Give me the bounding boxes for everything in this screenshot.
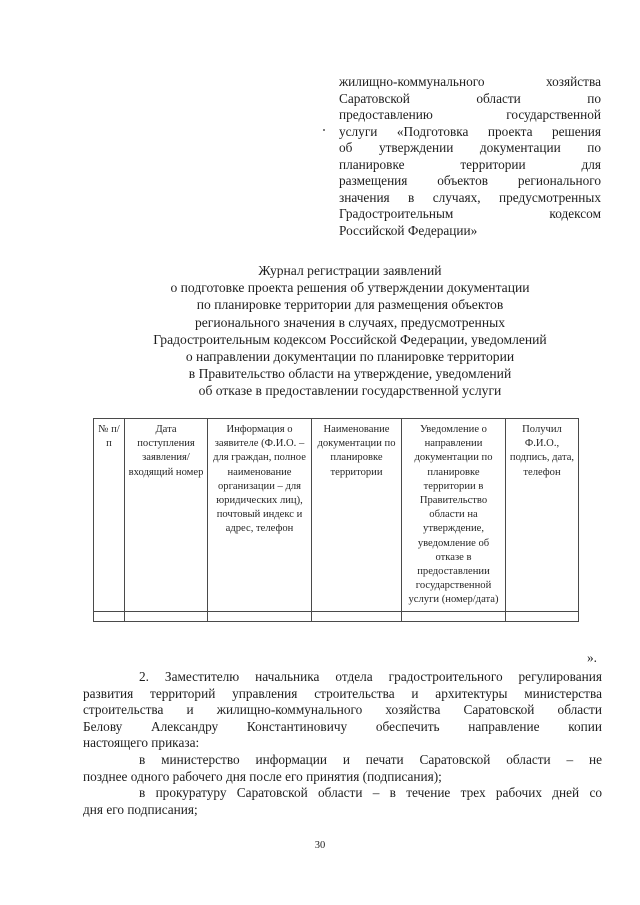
scan-speck: [323, 129, 325, 131]
journal-table: [93, 418, 579, 622]
annex-line: размещения объектов регионального: [339, 173, 601, 188]
body-line: развития территорий управления строительства и архитектуры министерства: [83, 685, 602, 701]
col-header-date: Дата поступления заявления/ входящий номер: [125, 419, 208, 612]
table-cell: [125, 611, 208, 621]
annex-line: услуги «Подготовка проекта решения: [339, 123, 601, 139]
annex-line: Российской Федерации»: [339, 222, 478, 238]
title-line: о направлении документации по планировке территории: [185, 348, 515, 364]
col-header-applicant: Информация о заявителе (Ф.И.О. – для граждан, полное наименование организации – для юридических лиц), почтовый индекс и адрес, телефон: [208, 419, 312, 612]
col-header-documentation: Наименование документации по планировке территории: [312, 419, 402, 612]
body-line: в министерство информации и печати Саратовской области – не: [139, 751, 602, 767]
annex-line: Саратовской области по: [339, 90, 601, 106]
annex-line: значения в случаях, предусмотренных: [339, 189, 601, 205]
annex-line: жилищно-коммунального хозяйства: [339, 74, 601, 89]
body-line: дня его подписания;: [83, 801, 198, 817]
body-line: настоящего приказа:: [83, 735, 200, 751]
table-cell: [312, 611, 402, 621]
col-header-notification: Уведомление о направлении документации по планировке территории в Правительство области на утверждение, уведомление об отказе в предоставлении государственной услуги (номер/дата): [402, 419, 506, 612]
table-cell: [208, 611, 312, 621]
table-cell: [402, 611, 506, 621]
closing-mark: ».: [587, 650, 597, 665]
title-line: Градостроительным кодексом Российской Федерации, уведомлений: [153, 331, 547, 347]
body-text: [83, 669, 602, 818]
title-line: в Правительство области на утверждение, уведомлений: [188, 366, 512, 382]
annex-line: планировке территории для: [339, 156, 601, 172]
table-header-row: [94, 419, 579, 612]
page-number: 30: [314, 840, 326, 851]
body-line: строительства и жилищно-коммунального хозяйства Саратовской области: [83, 702, 602, 718]
title-line: по планировке территории для размещения объектов: [196, 297, 504, 313]
body-line: 2. Заместителю начальника отдела градостроительного регулирования: [139, 669, 602, 684]
annex-line: об утверждении документации по: [339, 140, 601, 155]
body-line: Белову Александру Константиновичу обеспечить направление копии: [83, 718, 602, 734]
title-line: о подготовке проекта решения об утверждении документации: [170, 280, 530, 296]
annex-header: [339, 74, 601, 239]
table-cell: [506, 611, 579, 621]
journal-title: [95, 262, 605, 400]
col-header-received: Получил Ф.И.О., подпись, дата, телефон: [506, 419, 579, 612]
title-line: регионального значения в случаях, предусмотренных: [194, 314, 506, 330]
body-line: в прокуратуру Саратовской области – в течение трех рабочих дней со: [139, 785, 602, 801]
table-cell: [94, 611, 125, 621]
annex-line: предоставлению государственной: [339, 107, 601, 122]
annex-line: Градостроительным кодексом: [339, 206, 601, 221]
body-line: позднее одного рабочего дня после его принятия (подписания);: [83, 768, 442, 784]
table-row: [94, 611, 579, 621]
title-line: об отказе в предоставлении государственной услуги: [198, 383, 502, 399]
col-header-number: № п/п: [94, 419, 125, 612]
title-line: Журнал регистрации заявлений: [258, 263, 442, 278]
